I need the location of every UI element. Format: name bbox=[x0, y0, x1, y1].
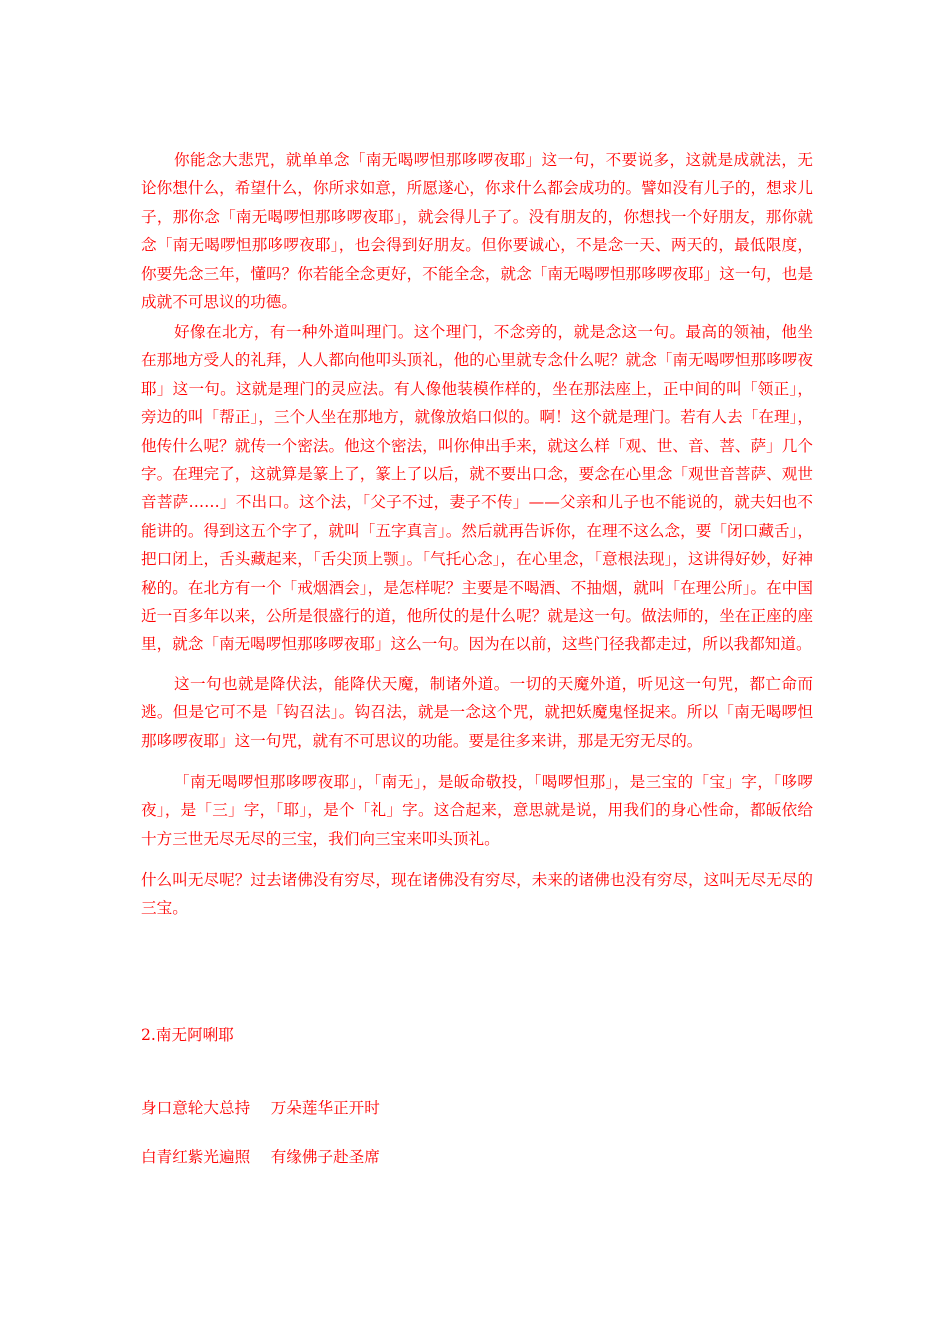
section-heading: 2.南无阿唎耶 bbox=[141, 1026, 234, 1044]
verse-line-2: 白青红紫光遍照 有缘佛子赴圣席 bbox=[141, 1148, 380, 1166]
paragraph-endless-triple-gem: 什么叫无尽呢？过去诸佛没有穷尽，现在诸佛没有穷尽，未来的诸佛也没有穷尽，这叫无尽无尽的三宝。 bbox=[141, 871, 813, 918]
paragraph-mantra-benefits: 你能念大悲咒，就单单念「南无喝啰怛那哆啰夜耶」这一句，不要说多，这就是成就法，无论你想什么，希望什么，你所求如意，所愿遂心，你求什么都会成功的。譬如没有儿子的，想求儿子，那你念「南无喝啰怛那哆啰夜耶」，就会得儿子了。没有朋友的，你想找一个好朋友，那你就念「南无喝啰怛那哆啰夜耶」，也会得到好朋友。但你要诚心，不是念一天、两天的，最低限度，你要先念三年，懂吗？你若能全念更好，不能全念，就念「南无喝啰怛那哆啰夜耶」这一句，也是成就不可思议的功德。 bbox=[141, 151, 813, 312]
verse-line-1: 身口意轮大总持 万朵莲华正开时 bbox=[141, 1099, 380, 1117]
paragraph-phrase-meaning: 「南无喝啰怛那哆啰夜耶」，「南无」，是皈命敬投，「喝啰怛那」，是三宝的「宝」字，「哆啰夜」，是「三」字，「耶」，是个「礼」字。这合起来，意思就是说，用我们的身心性命，都皈依给十方三世无尽无尽的三宝，我们向三宝来叩头顶礼。 bbox=[141, 773, 813, 848]
paragraph-li-men-sect: 好像在北方，有一种外道叫理门。这个理门，不念旁的，就是念这一句。最高的领袖，他坐在那地方受人的礼拜，人人都向他叩头顶礼，他的心里就专念什么呢？就念「南无喝啰怛那哆啰夜耶」这一句。这就是理门的灵应法。有人像他装模作样的，坐在那法座上，正中间的叫「领正」，旁边的叫「帮正」，三个人坐在那地方，就像放焰口似的。啊！这个就是理门。若有人去「在理」，他传什么呢？就传一个密法。他这个密法，叫你伸出手来，就这么样「观、世、音、菩、萨」几个字。在理完了，这就算是篆上了，篆上了以后，就不要出口念，要念在心里念「观世音菩萨、观世音菩萨……」不出口。这个法，「父子不过，妻子不传」——父亲和儿子也不能说的，就夫妇也不能讲的。得到这五个字了，就叫「五字真言」。然后就再告诉你，在理不这么念，要「闭口藏舌」，把口闭上，舌头藏起来，「舌尖顶上颚」。「气托心念」，在心里念，「意根法现」，这讲得好妙，好神秘的。在北方有一个「戒烟酒会」，是怎样呢？主要是不喝酒、不抽烟，就叫「在理公所」。在中国近一百多年以来，公所是很盛行的道，他所仗的是什么呢？就是这一句。做法师的，坐在正座的座里，就念「南无喝啰怛那哆啰夜耶」这么一句。因为在以前，这些门径我都走过，所以我都知道。 bbox=[141, 323, 813, 654]
paragraph-subjugation-method: 这一句也就是降伏法，能降伏天魔，制诸外道。一切的天魔外道，听见这一句咒，都亡命而逃。但是它可不是「钩召法」。钩召法，就是一念这个咒，就把妖魔鬼怪捉来。所以「南无喝啰怛那哆啰夜耶」这一句咒，就有不可思议的功能。要是往多来讲，那是无穷无尽的。 bbox=[141, 675, 813, 750]
